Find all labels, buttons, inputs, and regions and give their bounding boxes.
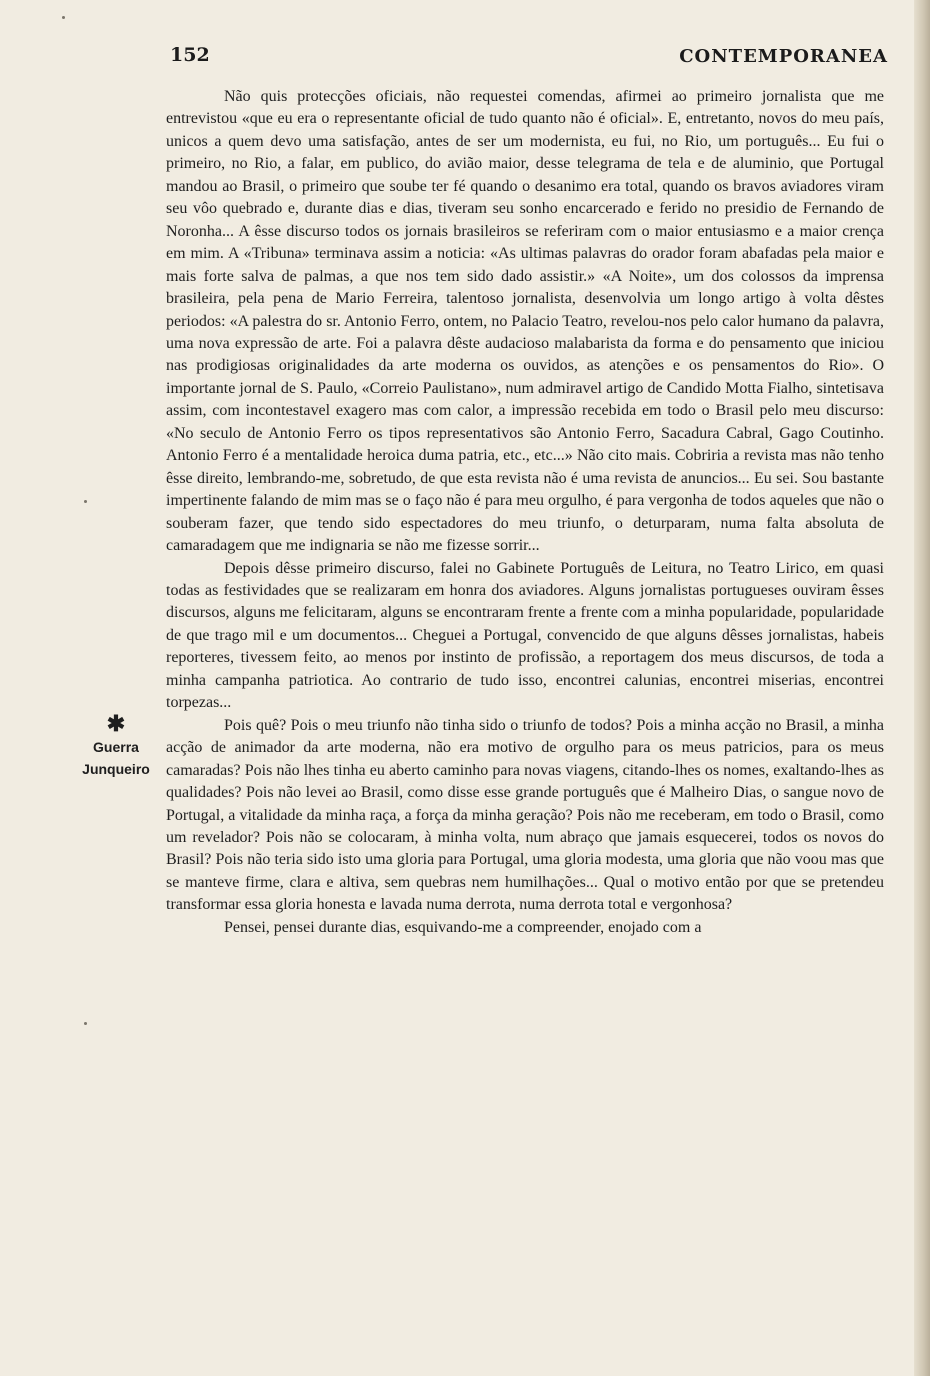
- paragraph-4: Pensei, pensei durante dias, esquivando-me a compreender, enojado com a: [224, 918, 702, 936]
- margin-note-line-1: Guerra: [93, 739, 139, 755]
- body-text: [166, 86, 884, 939]
- paragraph-2: Depois dêsse primeiro discurso, falei no Gabinete Português de Leitura, no Teatro Lirico, em quasi todas as festividades que se realizaram em honra dos aviadores. Alguns jornalistas portugueses ouviram êsses discursos, alguns me felicitaram, alguns se encontraram frente a frente com a minha popularidade, popularidade de que trago mil e um documentos... Cheguei a Portugal, convencido de que alguns dêsses jornalistas, habeis reporteres, tivessem feito, ao menos por instinto de profissão, a reportagem dos meus discursos, de toda a minha campanha patriotica. Ao contrario de tudo isso, encontrei calunias, encontrei miserias, encontrei torpezas...: [166, 559, 884, 712]
- page-number: 152: [170, 44, 210, 66]
- page-header: [170, 44, 888, 74]
- paper-speck: [62, 16, 65, 19]
- paragraph-1: Não quis protecções oficiais, não requestei comendas, afirmei ao primeiro jornalista que me entrevistou «que eu era o representante oficial de tudo quanto não é oficial». E, entretanto, novos do meu país, unicos a quem devo uma satisfação, antes de ser um modernista, eu fui, no Rio, um português... Eu fui o primeiro, no Rio, a falar, em publico, do avião maior, desse telegrama de tela e de aluminio, que Portugal mandou ao Brasil, o primeiro que soube ter fé quando o desanimo era total, quando os bravos aviadores viram seu vôo quebrado e, durante dias e dias, tiveram seu sonho encarcerado e ferido no presidio de Fernando de Noronha... A êsse discurso todos os jornais brasileiros se referiram com o maior entusiasmo e a maior crença em mim. A «Tribuna» terminava assim a noticia: «As ultimas palavras do orador foram abafadas pela maior e mais forte salva de palmas, a que nos tem sido dado assistir.» «A Noite», um dos colossos da imprensa brasileira, pela pena de Mario Ferreira, talentoso jornalista, desenvolvia um longo artigo à volta dêstes periodos: «A palestra do sr. Antonio Ferro, ontem, no Palacio Teatro, revelou-nos pelo calor humano da palavra, uma nova expressão de arte. Foi a palavra dêste audacioso malabarista da forma e do pensamento que iniciou nas prodigiosas originalidades da arte moderna os ouvidos, as atenções e os pensamentos do Rio». O importante jornal de S. Paulo, «Correio Paulistano», num admiravel artigo de Candido Motta Fialho, sintetisava assim, com incontestavel exagero mas com calor, a impressão recebida em todo o Brasil pelo meu discurso: «No seculo de Antonio Ferro os tipos representativos são Antonio Ferro, Sacadura Cabral, Gago Coutinho. Antonio Ferro é a mentalidade heroica duma patria, etc., etc...» Não cito mais. Cobriria a revista mas não tenho êsse direito, lembrando-me, sobretudo, de que esta revista não é uma revista de anuncios... Eu sei. Sou bastante impertinente falando de mim mas se o faço não é para meu orgulho, é para vergonha de todos aqueles que não o souberam fazer, que tendo sido espectadores do meu triunfo, o deturparam, numa falta absoluta de camaradagem que me indignaria se não me fizesse sorrir...: [166, 88, 884, 555]
- running-title: CONTEMPORANEA: [679, 46, 888, 67]
- paper-speck: [84, 1022, 87, 1025]
- paragraph-3: Pois quê? Pois o meu triunfo não tinha sido o triunfo de todos? Pois a minha acção no Brasil, a minha acção de animador da arte moderna, não era motivo de orgulho para os meus patricios, para os meus camaradas? Pois não lhes tinha eu aberto caminho para novas viagens, citando-lhes os nomes, exaltando-lhes as qualidades? Pois não levei ao Brasil, como disse esse grande português que é Malheiro Dias, o sangue novo de Portugal, a vitalidade da minha raça, a força da minha geração? Pois não me receberam, em todo o Brasil, como um revelador? Pois não se colocaram, à minha volta, num abraço que jamais esquecerei, todos os novos do Brasil? Pois não teria sido isto uma gloria para Portugal, uma gloria modesta, uma gloria que não voou mas que se manteve firme, clara e altiva, sem quebras nem humilhações... Qual o motivo então por que se pretendeu transformar essa gloria honesta e lavada numa derrota, numa derrota total e vergonhosa?: [166, 716, 884, 914]
- margin-note: [76, 712, 156, 780]
- paper-speck: [84, 500, 87, 503]
- asterisk-ornament-icon: ✱: [106, 711, 126, 736]
- page-edge-shadow: [914, 0, 930, 1376]
- margin-note-line-2: Junqueiro: [82, 761, 150, 777]
